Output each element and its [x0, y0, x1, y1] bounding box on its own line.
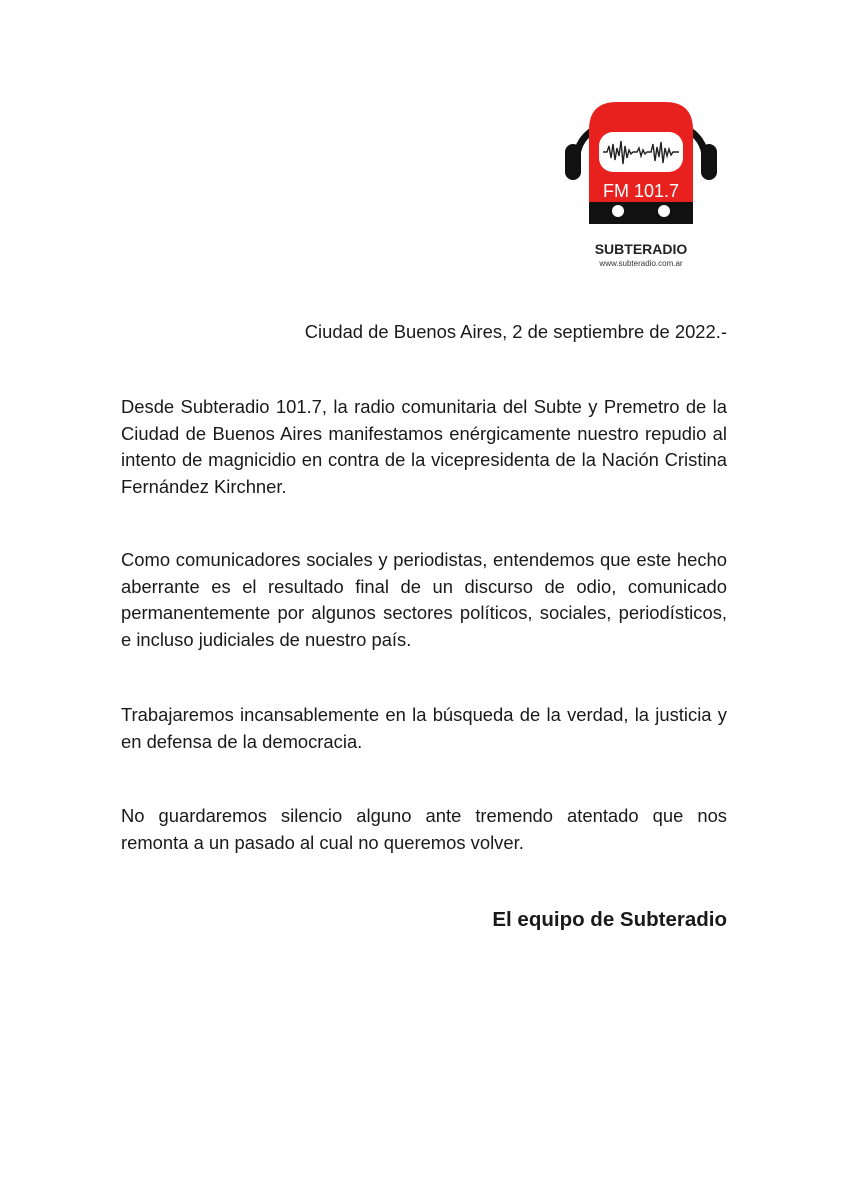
logo-url: www.subteradio.com.ar: [599, 259, 683, 268]
paragraph-silencio: No guardaremos silencio alguno ante tremendo atentado que nos remonta a un pasado al cual no queremos volver.: [121, 805, 727, 853]
date-line: Ciudad de Buenos Aires, 2 de septiembre de 2022.-: [304, 321, 727, 342]
left-earcup: [565, 144, 581, 180]
logo-name: SUBTERADIO: [594, 241, 688, 257]
paragraph-repudio: Desde Subteradio 101.7, la radio comunitaria del Subte y Premetro de la Ciudad de Buenos Aires manifestamos enérgicamente nuestro repudio al intento de magnicidio en contra de la vicepresidenta de la Nación Cristina Fernández Kirchner.: [121, 396, 727, 497]
radio-headphones-icon: [563, 86, 719, 270]
paragraph-verdad: Trabajaremos incansablemente en la búsqueda de la verdad, la justicia y en defensa de la democracia.: [121, 704, 727, 752]
subteradio-logo: [563, 86, 719, 270]
logo-frequency: FM 101.7: [602, 181, 680, 201]
paragraph-discurso: Como comunicadores sociales y periodistas, entendemos que este hecho aberrante es el resultado final de un discurso de odio, comunicado permanentemente por algunos sectores políticos, sociales, periodísticos, e incluso judiciales de nuestro país.: [121, 549, 727, 650]
left-wheel-icon: [612, 205, 624, 217]
right-wheel-icon: [658, 205, 670, 217]
signature: El equipo de Subteradio: [492, 908, 727, 931]
right-earcup: [701, 144, 717, 180]
radio-base-band: [589, 202, 693, 224]
